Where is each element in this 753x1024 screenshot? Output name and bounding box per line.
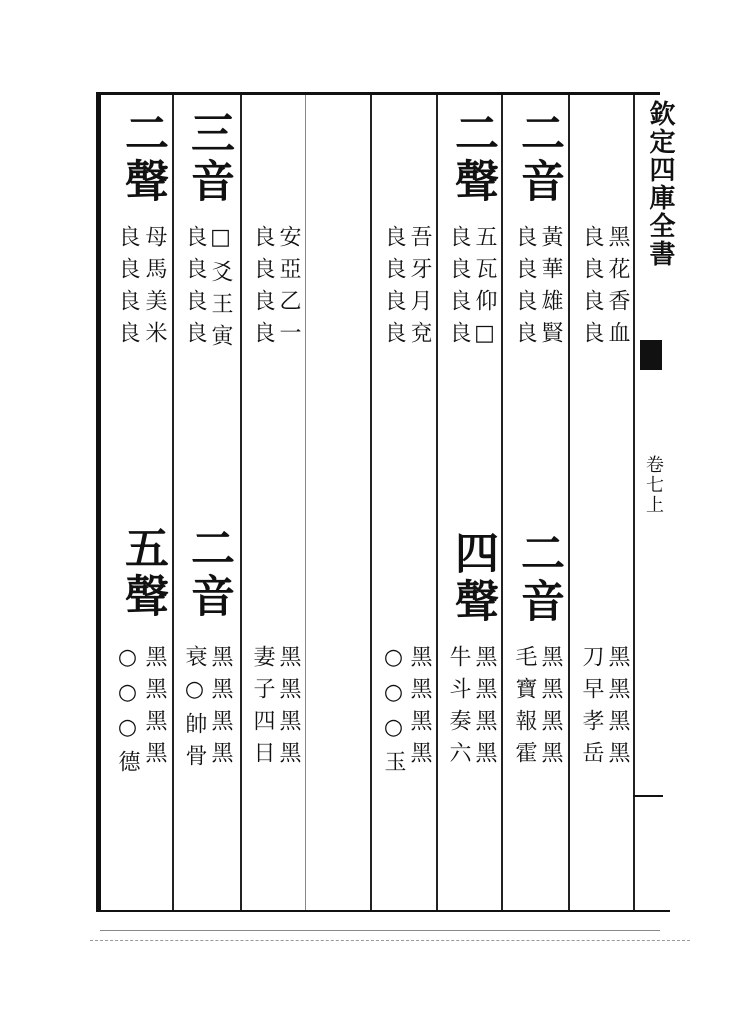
right-col1-lower-line2: 刀早孝岳 (579, 645, 604, 773)
right-col4-lower-line1: 黑黑黑黑 (407, 645, 432, 773)
fishtail-mark (640, 340, 662, 370)
right-col3-lower-line2: 牛斗奏六 (446, 645, 471, 773)
left-col2-lower-line1: 黑黑黑黑 (208, 645, 233, 773)
left-col2-lower-line2: 衰○帥骨 (182, 645, 207, 776)
right-col3-heading: 二聲 (447, 110, 498, 206)
right-col2-upper-line1: 黃華雄賢 (538, 225, 563, 353)
left-col1-upper-line2: 良良良良 (250, 225, 275, 353)
right-col4-upper-line1: 吾牙月兗 (407, 225, 432, 353)
left-col3-upper-line2: 良良良良 (115, 225, 140, 353)
left-col3-upper-line1: 母馬美米 (142, 225, 167, 353)
left-col1-lower-line1: 黑黑黑黑 (276, 645, 301, 773)
left-col1-upper-line1: 安亞乙一 (276, 225, 301, 353)
right-col1-upper-line2: 良良良良 (579, 225, 604, 353)
right-col2-lower-line1: 黑黑黑黑 (538, 645, 563, 773)
bottom-dashed-rule (90, 940, 690, 942)
right-col3-upper-line2: 良良良良 (446, 225, 471, 353)
right-col1-upper-line1: 黑花香血 (605, 225, 630, 353)
right-col4-lower-line2: ○○○玉 (381, 645, 406, 782)
right-col3-upper-line1: 五瓦仰□ (472, 225, 497, 356)
left-col3-lower-line2: ○○○德 (115, 645, 140, 782)
frame-bottom-rule (100, 930, 660, 931)
frame-bottom-border (100, 910, 670, 912)
column-separator (436, 95, 438, 910)
right-col4-upper-line2: 良良良良 (381, 225, 406, 353)
frame-top-border (100, 92, 660, 95)
column-separator (240, 95, 242, 910)
left-col1-lower-line2: 妻子四日 (250, 645, 275, 773)
right-col3-lower-heading: 四聲 (447, 530, 498, 626)
right-col2-lower-heading: 二音 (513, 530, 564, 626)
blank-column-separator (305, 95, 306, 910)
side-title: 欽定四庫全書 (645, 100, 675, 268)
column-separator (501, 95, 503, 910)
left-col2-upper-line1: □爻王寅 (208, 225, 233, 356)
left-col2-heading: 三音 (183, 110, 234, 206)
column-separator (172, 95, 174, 910)
side-strip-mark (633, 795, 663, 797)
left-col2-upper-line2: 良良良良 (182, 225, 207, 353)
right-col3-lower-line1: 黑黑黑黑 (472, 645, 497, 773)
column-separator (568, 95, 570, 910)
frame-left-border (96, 92, 101, 912)
right-col2-upper-line2: 良良良良 (512, 225, 537, 353)
column-separator (370, 95, 372, 910)
right-col2-lower-line2: 毛寶報霍 (512, 645, 537, 773)
side-strip-border (633, 95, 635, 910)
left-col3-lower-line1: 黑黑黑黑 (142, 645, 167, 773)
left-col3-heading: 二聲 (117, 110, 168, 206)
left-col2-lower-heading: 二音 (183, 525, 234, 621)
right-col2-heading: 二音 (513, 110, 564, 206)
side-volume: 卷七上 (643, 455, 664, 515)
right-col1-lower-line1: 黑黑黑黑 (605, 645, 630, 773)
left-col3-lower-heading: 五聲 (117, 525, 168, 621)
